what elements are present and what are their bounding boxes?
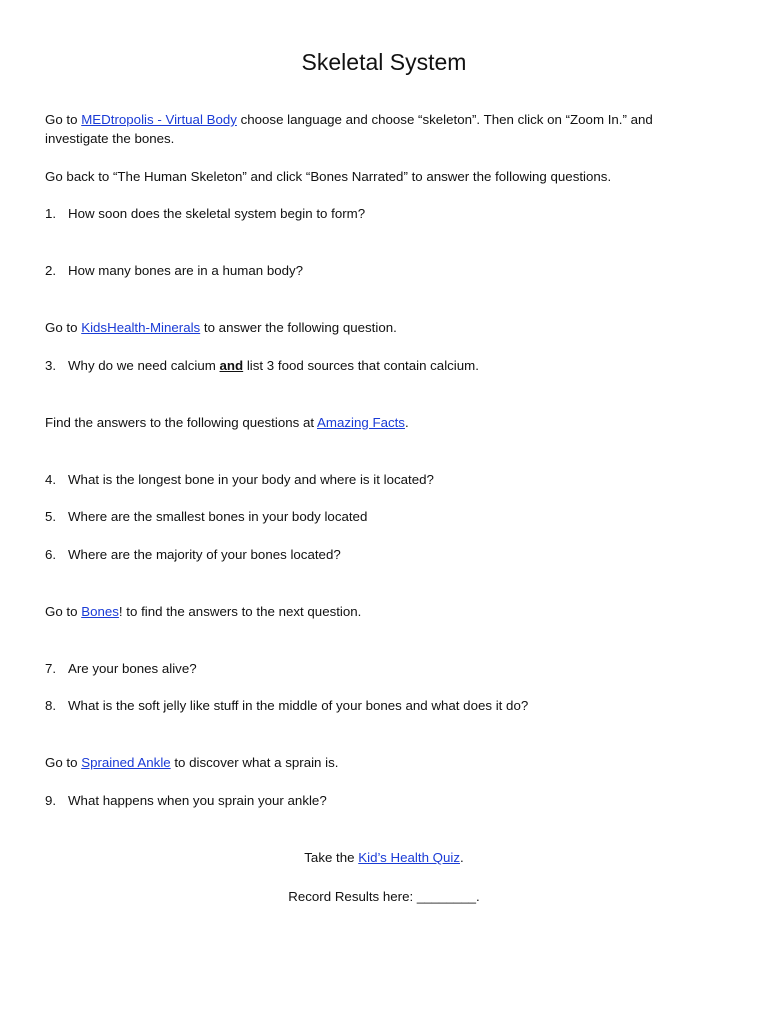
line-prefix: Take the xyxy=(304,850,359,865)
document-page xyxy=(45,0,705,1024)
intro-suffix: choose language and choose “skeleton”. Then click on “Zoom In.” and investigate the bones. xyxy=(45,112,653,146)
question-text: What happens when you sprain your ankle? xyxy=(68,793,327,808)
line-suffix: to discover what a sprain is. xyxy=(170,755,339,770)
medtropolis-link[interactable]: MEDtropolis - Virtual Body xyxy=(81,112,237,127)
question-number: 1. xyxy=(45,206,57,221)
question-8 xyxy=(45,696,528,715)
line-suffix: to answer the following question. xyxy=(200,320,397,335)
sprained-ankle-line xyxy=(45,753,338,772)
question-text: What is the soft jelly like stuff in the middle of your bones and what does it do? xyxy=(68,698,529,713)
kidshealth-minerals-link[interactable]: KidsHealth-Minerals xyxy=(81,320,201,335)
kids-health-quiz-link[interactable]: Kid’s Health Quiz xyxy=(358,850,460,865)
question-text-post: list 3 food sources that contain calcium. xyxy=(243,358,479,373)
question-text: How many bones are in a human body? xyxy=(68,263,304,278)
kidshealth-minerals-line xyxy=(45,318,397,337)
question-text: How soon does the skeletal system begin to form? xyxy=(68,206,366,221)
question-number: 7. xyxy=(45,661,57,676)
question-4 xyxy=(45,470,434,489)
question-text-pre: Why do we need calcium xyxy=(68,358,220,373)
line-prefix: Go to xyxy=(45,755,82,770)
question-number: 5. xyxy=(45,509,57,524)
page-title: Skeletal System xyxy=(301,49,467,75)
question-3 xyxy=(45,356,479,375)
amazing-facts-line xyxy=(45,413,409,432)
question-1 xyxy=(45,204,365,223)
bones-line xyxy=(45,602,361,621)
question-number: 3. xyxy=(45,358,57,373)
line-prefix: Go to xyxy=(45,604,82,619)
intro-paragraph xyxy=(45,110,695,148)
question-number: 8. xyxy=(45,698,57,713)
question-5 xyxy=(45,507,367,526)
question-number: 6. xyxy=(45,547,57,562)
sprained-ankle-link[interactable]: Sprained Ankle xyxy=(81,755,171,770)
line-suffix: ! to find the answers to the next question. xyxy=(118,604,362,619)
question-text-emphasis: and xyxy=(219,358,244,373)
record-results-line: Record Results here: ________. xyxy=(288,889,480,904)
question-text: Are your bones alive? xyxy=(68,661,197,676)
question-7 xyxy=(45,659,197,678)
line-prefix: Go to xyxy=(45,320,82,335)
line-suffix: . xyxy=(460,850,464,865)
amazing-facts-link[interactable]: Amazing Facts xyxy=(317,415,405,430)
question-text: What is the longest bone in your body and where is it located? xyxy=(68,472,434,487)
question-number: 9. xyxy=(45,793,57,808)
question-number: 4. xyxy=(45,472,57,487)
quiz-line xyxy=(45,848,723,867)
line-suffix: . xyxy=(404,415,409,430)
question-6 xyxy=(45,545,341,564)
bones-link[interactable]: Bones xyxy=(81,604,119,619)
question-2 xyxy=(45,261,303,280)
question-text: Where are the smallest bones in your body located xyxy=(68,509,368,524)
intro-prefix: Go to xyxy=(45,112,82,127)
question-number: 2. xyxy=(45,263,57,278)
line-prefix: Find the answers to the following questions at xyxy=(45,415,318,430)
instructions-paragraph: Go back to “The Human Skeleton” and click “Bones Narrated” to answer the following questions. xyxy=(45,169,612,184)
question-9 xyxy=(45,791,327,810)
question-text: Where are the majority of your bones located? xyxy=(68,547,341,562)
